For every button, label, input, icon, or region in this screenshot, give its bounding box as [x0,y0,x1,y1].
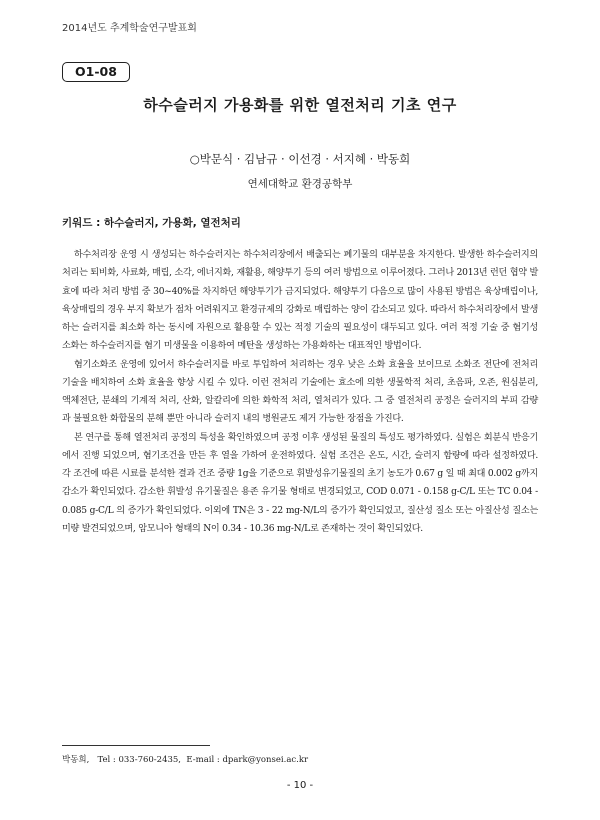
paper-id-badge: O1-08 [62,62,130,82]
conference-header: 2014년도 추계학술연구발표회 [62,23,197,34]
abstract-body [62,246,538,538]
body-paragraph: 본 연구를 통해 열전처리 공정의 특성을 확인하였으며 공정 이후 생성된 물질의 특성도 평가하였다. 실험은 회분식 반응기에서 진행 되었으며, 혐기조건을 만든 후 열을 가하여 운전하였다. 실험 조건은 온도, 시간, 슬러지 함량에 따라 설정하였다. 각 조건에 따른 시료를 분석한 결과 건조 중량 1g을 기준으로 휘발성유기물질의 초기 농도가 0.67 g 일 때 최대 0.002 g까지 감소가 확인되었다. 감소한 휘발성 유기물질은 용존 유기물 형태로 변경되었고, COD 0.071 - 0.158 g-C/L 또는 TC 0.04 - 0.085 g-C/L 의 증가가 확인되었다. 이외에 TN은 3 - 22 mg-N/L의 증가가 확인되었고, 질산성 질소 또는 아질산성 질소는 미량 발견되었으며, 암모니아 형태의 N이 0.34 - 10.36 mg-N/L로 존재하는 것이 확인되었다. [62,432,538,534]
page-number: - 10 - [286,780,314,791]
affiliation: 연세대학교 환경공학부 [247,178,353,190]
paper-title: 하수슬러지 가용화를 위한 열전처리 기초 연구 [143,96,457,114]
keywords: 키워드 : 하수슬러지, 가용화, 열전처리 [62,217,241,229]
body-paragraph: 혐기소화조 운영에 있어서 하수슬러지를 바로 투입하여 처리하는 경우 낮은 소화 효율을 보이므로 소화조 전단에 전처리 기술을 배치하여 소화 효율을 향상 시킬 수 있다. 이런 전처리 기술에는 효소에 의한 생물학적 처리, 초음파, 오존, 원심분리, 액체전단, 분쇄의 기계적 처리, 산화, 알칼리에 의한 화학적 처리, 열처리가 있다. 그 중 열전처리 공정은 슬러지의 부피 감량과 불필요한 화합물의 분해 뿐만 아니라 슬러지 내의 병원균도 제거 가능한 장점을 가진다. [62,359,538,425]
footnote-divider [62,745,210,746]
body-paragraph: 하수처리장 운영 시 생성되는 하수슬러지는 하수처리장에서 배출되는 폐기물의 대부분을 차지한다. 발생한 하수슬러지의 처리는 퇴비화, 사료화, 매립, 소각, 에너지화, 재활용, 해양투기 등의 여러 방법으로 이루어졌다. 그러나 2013년 런던 협약 발효에 따라 처리 방법 중 30~40%를 차지하던 해양투기가 금지되었다. 해양투기 다음으로 많이 사용된 방법은 육상매립이나, 육상매립의 경우 부지 확보가 점차 어려워지고 환경규제의 강화로 매립하는 양이 감소되고 있다. 따라서 하수처리장에서 발생하는 슬러지를 최소화 하는 동시에 자원으로 활용할 수 있는 적정 기술의 필요성이 대두되고 있다. 여러 적정 기술 중 혐기성소화는 하수슬러지를 혐기 미생물을 이용하여 메탄을 생성하는 가용화하는 대표적인 방법이다. [62,250,538,352]
corresponding-author-footnote: 박동희, Tel : 033-760-2435, E-mail : dpark@yonsei.ac.kr [62,755,309,765]
author-list: ○박문식 · 김남규 · 이선경 · 서지혜 · 박동희 [189,152,411,166]
